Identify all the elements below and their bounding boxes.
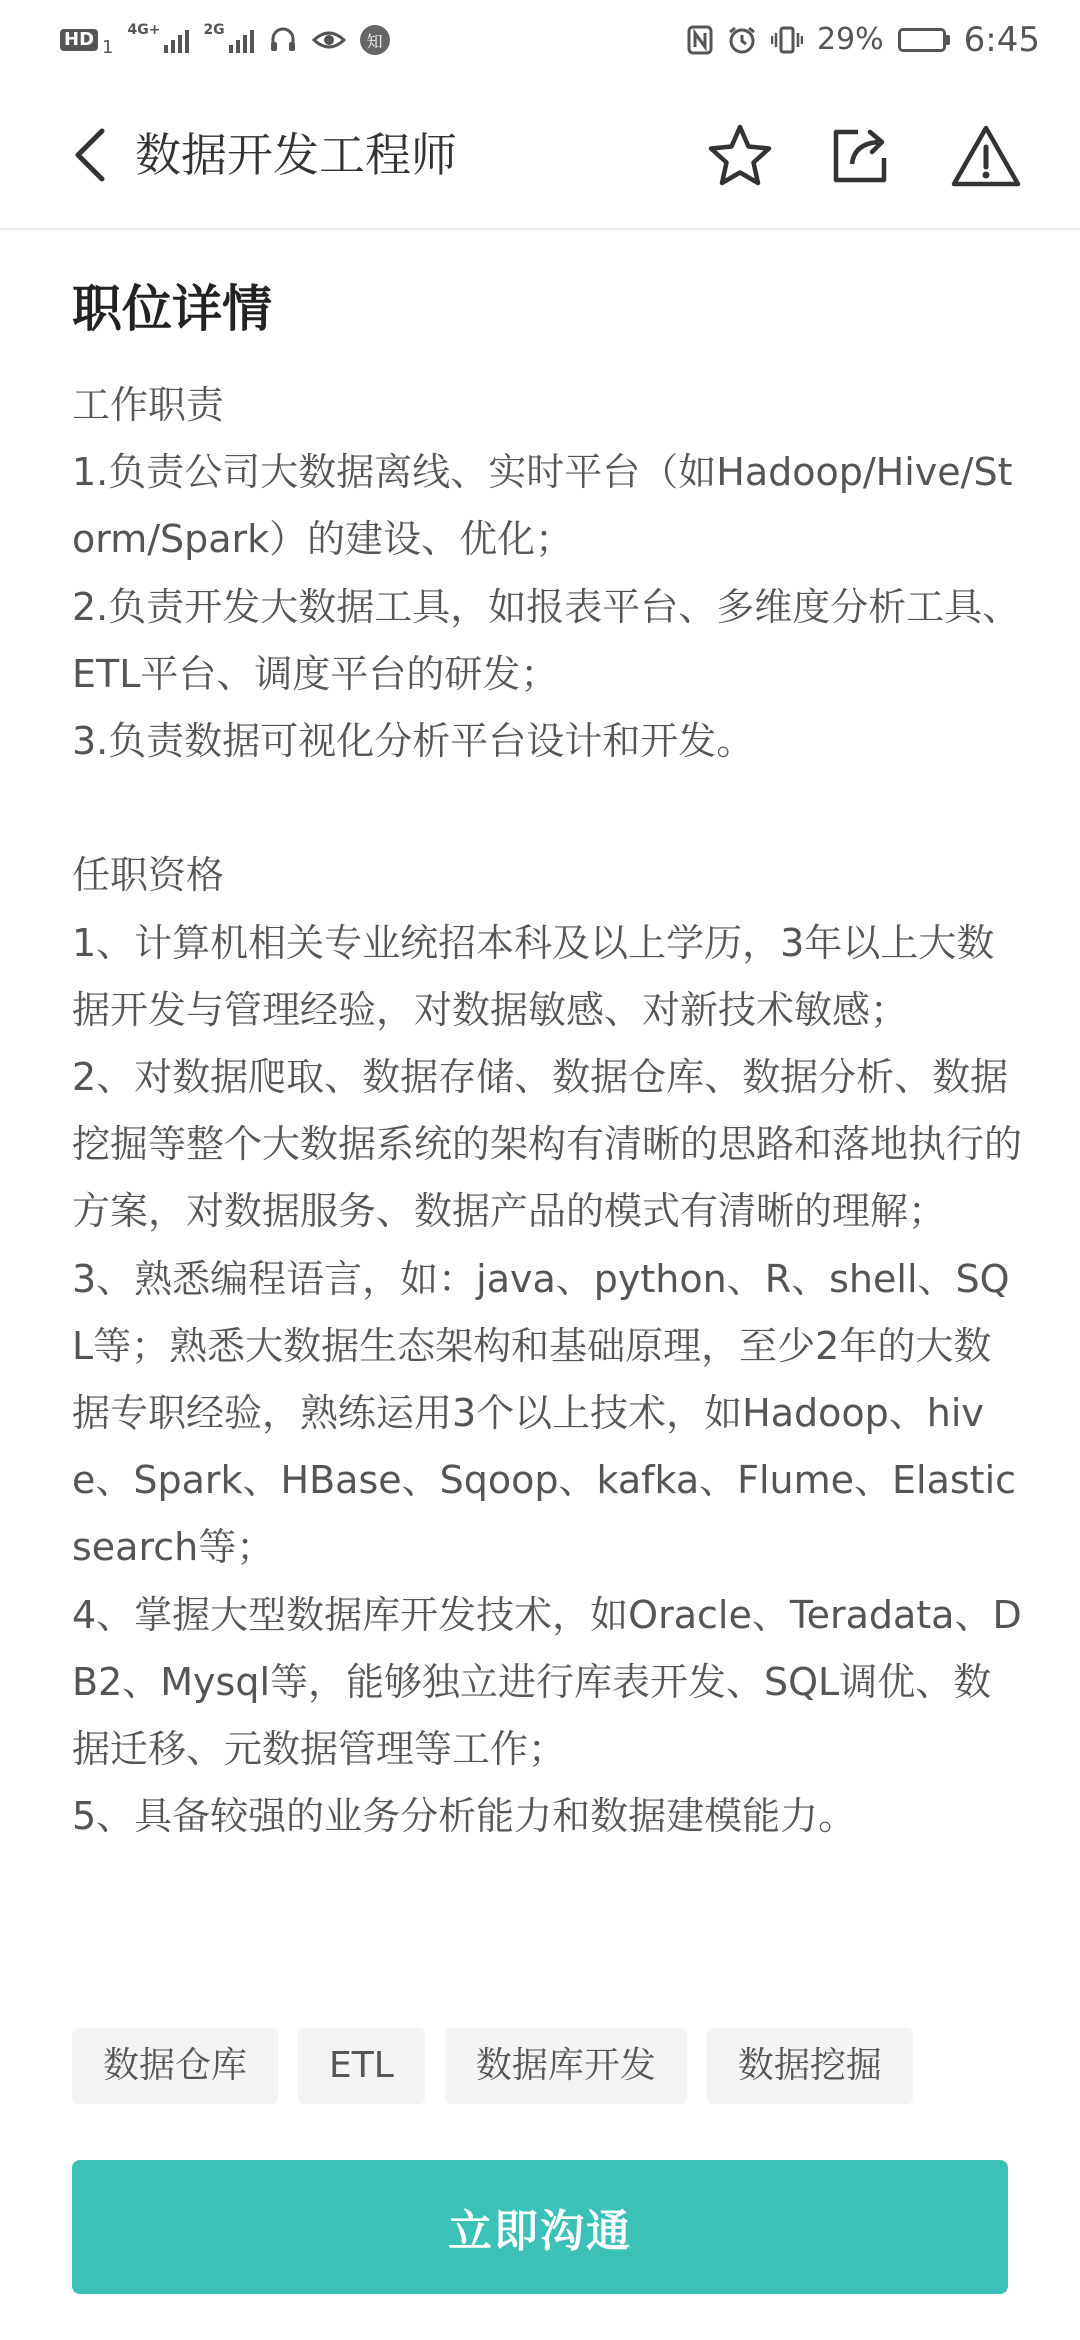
nfc-icon bbox=[687, 25, 713, 55]
zhi-badge: 知 bbox=[360, 25, 390, 55]
sim-index: 1 bbox=[102, 37, 114, 58]
skill-tags bbox=[72, 2028, 913, 2104]
tag-item: 数据仓库 bbox=[72, 2028, 278, 2104]
battery-percent: 29% bbox=[816, 22, 884, 57]
favorite-button[interactable] bbox=[702, 120, 778, 196]
chat-now-button[interactable]: 立即沟通 bbox=[72, 2160, 1008, 2294]
section-title: 职位详情 bbox=[72, 280, 272, 338]
share-icon bbox=[828, 124, 892, 192]
clock-time: 6:45 bbox=[963, 20, 1040, 60]
status-left bbox=[60, 22, 390, 58]
network-type-2: 2G bbox=[203, 22, 225, 38]
network-type-1: 4G+ bbox=[127, 22, 161, 38]
alarm-icon bbox=[727, 25, 757, 55]
status-right bbox=[687, 20, 1040, 60]
signal-bars-1-icon bbox=[164, 27, 189, 53]
job-description: 工作职责 1.负责公司大数据离线、实时平台（如Hadoop/Hive/Storm/Spark）的建设、优化； 2.负责开发大数据工具，如报表平台、多维度分析工具、ETL平台、调度平台的研发； 3.负责数据可视化分析平台设计和开发。 任职资格 1、计算机相关专业统招本科及以上学历，3年以上大数据开发与管理经验，对数据敏感、对新技术敏感； 2、对数据爬取、数据存储、数据仓库、数据分析、数据挖掘等整个大数据系统的架构有清晰的思路和落地执行的方案，对数据服务、数据产品的模式有清晰的理解； 3、熟悉编程语言，如：java、python、R、shell、SQL等；熟悉大数据生态架构和基础原理，至少2年的大数据专职经验，熟练运用3个以上技术，如Hadoop、hive、Spark、HBase、Sqoop、kafka、Flume、Elasticsearch等； 4、掌握大型数据库开发技术，如Oracle、Teradata、DB2、Mysql等，能够独立进行库表开发、SQL调优、数据迁移、元数据管理等工作； 5、具备较强的业务分析能力和数据建模能力。 bbox=[72, 383, 1023, 1839]
signal-bars-2-icon bbox=[229, 27, 254, 53]
share-button[interactable] bbox=[822, 120, 898, 196]
warning-icon bbox=[950, 123, 1022, 193]
headphones-icon bbox=[268, 25, 298, 55]
star-icon bbox=[705, 121, 775, 195]
nav-header bbox=[0, 80, 1080, 230]
eye-icon bbox=[312, 28, 346, 52]
battery-icon bbox=[898, 28, 950, 52]
tag-item: 数据挖掘 bbox=[707, 2028, 913, 2104]
back-arrow-icon bbox=[72, 127, 108, 187]
page-title: 数据开发工程师 bbox=[135, 128, 457, 182]
tag-item: 数据库开发 bbox=[445, 2028, 687, 2104]
back-button[interactable] bbox=[60, 122, 120, 192]
report-button[interactable] bbox=[948, 120, 1024, 196]
hd-icon: HD bbox=[60, 29, 98, 51]
tag-item: ETL bbox=[298, 2028, 425, 2104]
vibrate-icon bbox=[771, 25, 803, 55]
job-detail-content bbox=[72, 230, 1022, 1850]
status-bar bbox=[0, 0, 1080, 80]
